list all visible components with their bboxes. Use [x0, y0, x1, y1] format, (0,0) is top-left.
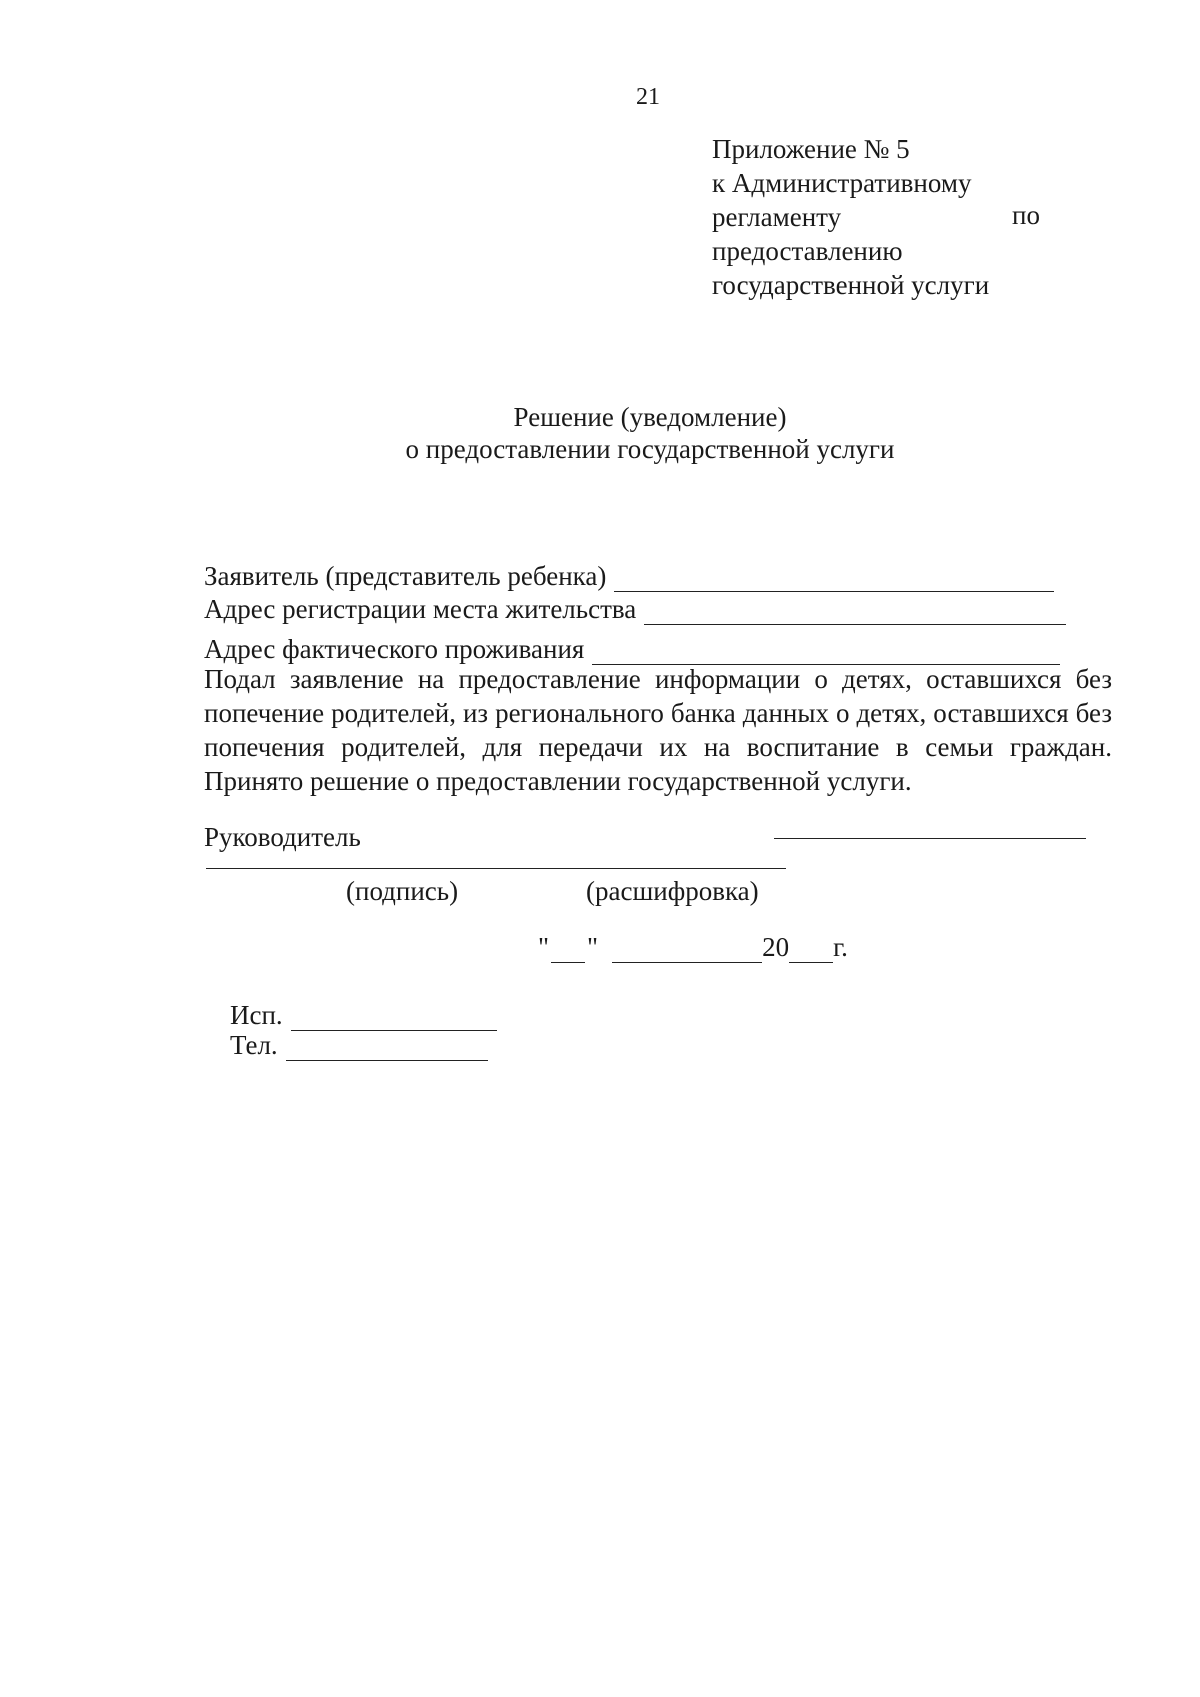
signature-blank-line — [206, 868, 786, 869]
month-blank-line — [612, 938, 762, 963]
title-line: о предоставлении государственной услуги — [405, 434, 895, 464]
title-line: Решение (уведомление) — [513, 402, 787, 432]
appendix-line: предоставлению — [712, 236, 903, 266]
head-label: Руководитель — [204, 822, 361, 852]
year-blank-line — [789, 938, 833, 963]
actual-address-field — [204, 634, 1060, 665]
phone-field — [230, 1030, 488, 1061]
decode-caption: (расшифровка) — [586, 876, 759, 906]
appendix-number: Приложение № 5 — [712, 134, 910, 164]
signature-caption: (подпись) — [346, 876, 459, 906]
executor-field — [230, 1000, 497, 1031]
appendix-line: по — [1012, 200, 1040, 230]
actual-address-blank-line — [592, 638, 1060, 665]
page-number: 21 — [636, 84, 660, 110]
phone-label: Тел. — [230, 1030, 278, 1060]
date-open-quote: " — [538, 932, 550, 962]
applicant-blank-line — [614, 565, 1054, 592]
appendix-line: регламенту — [712, 202, 842, 232]
appendix-line: государственной услуги — [712, 270, 990, 300]
year-prefix: 20 — [762, 932, 790, 962]
notice-body-text: Подал заявление на предоставление информации о детях, оставшихся без попечение родителей, из регионального банка данных о детях, оставшихся без попечения родителей, для передачи их на воспитание в семьи граждан. Принято решение о предоставлении государственной услуги. — [204, 664, 1112, 796]
date-close-quote: " — [587, 932, 599, 962]
date-field — [536, 932, 848, 963]
registration-address-label: Адрес регистрации места жительства — [204, 594, 637, 624]
executor-blank-line — [291, 1008, 497, 1031]
applicant-label: Заявитель (представитель ребенка) — [204, 561, 607, 591]
day-blank-line — [551, 938, 585, 963]
appendix-line: к Административному — [712, 168, 972, 198]
applicant-field — [204, 561, 1054, 592]
actual-address-label: Адрес фактического проживания — [204, 634, 585, 664]
phone-blank-line — [286, 1038, 488, 1061]
registration-address-field — [204, 594, 1066, 625]
executor-label: Исп. — [230, 1000, 283, 1030]
head-name-blank-line — [774, 838, 1086, 839]
registration-address-blank-line — [644, 598, 1066, 625]
year-suffix: г. — [833, 932, 848, 962]
